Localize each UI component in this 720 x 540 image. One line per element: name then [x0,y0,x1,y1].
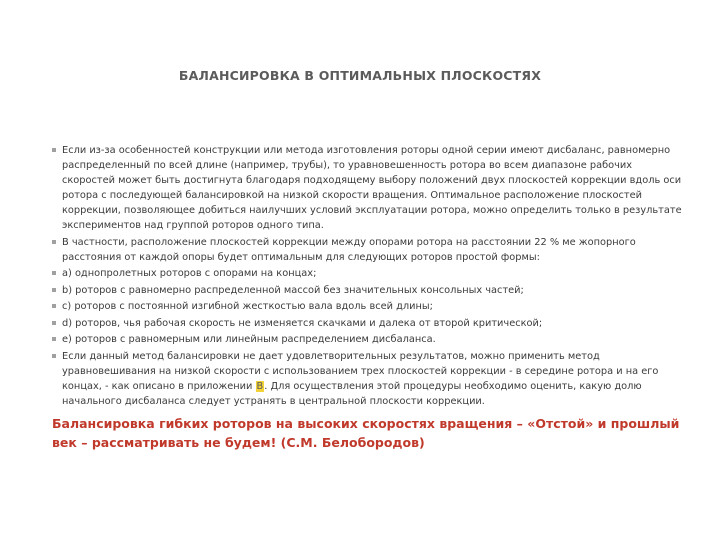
bullet-marker-icon [52,240,56,244]
bullet-text: e) роторов с равномерным или линейным распределением дисбаланса. [62,334,436,345]
bullet-item-e [52,332,682,347]
bullet-text: b) роторов с равномерно распределенной массой без значительных консольных частей; [62,284,524,296]
bullet-text: Если из-за особенностей конструкции или метода изготовления роторы одной серии имеют дисбаланс, равномерно распределенный по всей длине (например, трубы), то уравновешенность ротора во всем диапазоне рабочих скоростей может быть достигнута благодаря подходящему выбору положений двух плоскостей коррекции вдоль оси ротора с последующей балансировкой на низкой скорости вращения. Оптимальное расположение плоскостей коррекции, позволяющее добиться наилучших условий эксплуатации ротора, можно определить только в результате экспериментов над группой роторов одного типа. [62,145,682,231]
bullet-text-after-link: . Для осуществления этой процедуры необходимо оценить, какую долю начального дисбаланса следует устранять в центральной плоскости коррекции. [62,380,642,407]
bullet-marker-icon [52,337,56,341]
bullet-text: d) роторов, чья рабочая скорость не изменяется скачками и далека от второй критической; [62,317,543,329]
bullet-marker-icon [52,271,56,275]
bullet-list [52,143,682,410]
bullet-text-before-link: Если данный метод балансировки не дает удовлетворительных результатов, можно применить метод уравновешивания на низкой скорости с использованием трех плоскостей коррекции - в середине ротора и на его концах, - как описано в приложении [62,350,659,392]
bullet-marker-icon [52,321,56,325]
bullet-text: c) роторов с постоянной изгибной жесткостью вала вдоль всей длины; [62,301,433,312]
bullet-item-b [52,283,682,298]
slide-title: БАЛАНСИРОВКА В ОПТИМАЛЬНЫХ ПЛОСКОСТЯХ [178,68,542,83]
bullet-item-c [52,299,682,314]
appendix-b-link[interactable]: B [256,380,264,392]
bullet-text: В частности, расположение плоскостей коррекции между опорами ротора на расстоянии 22 % ме жопорного расстояния от каждой опоры будет оптимальным для следующих роторов простой формы: [62,236,636,263]
bullet-item-optimal-planes [52,143,682,233]
bullet-item-three-planes [52,349,682,409]
bullet-marker-icon [52,304,56,308]
bullet-item-22-percent [52,235,682,265]
bullet-item-a [52,266,682,281]
bullet-marker-icon [52,148,56,152]
bullet-marker-icon [52,288,56,292]
bullet-text: a) однопролетных роторов с опорами на концах; [62,268,317,279]
bullet-item-d [52,316,682,331]
bullet-marker-icon [52,354,56,358]
conclusion-statement: Балансировка гибких роторов на высоких скоростях вращения – «Отстой» и прошлый век – рассматривать не будем! (С.М. Белобородов) [52,416,680,450]
